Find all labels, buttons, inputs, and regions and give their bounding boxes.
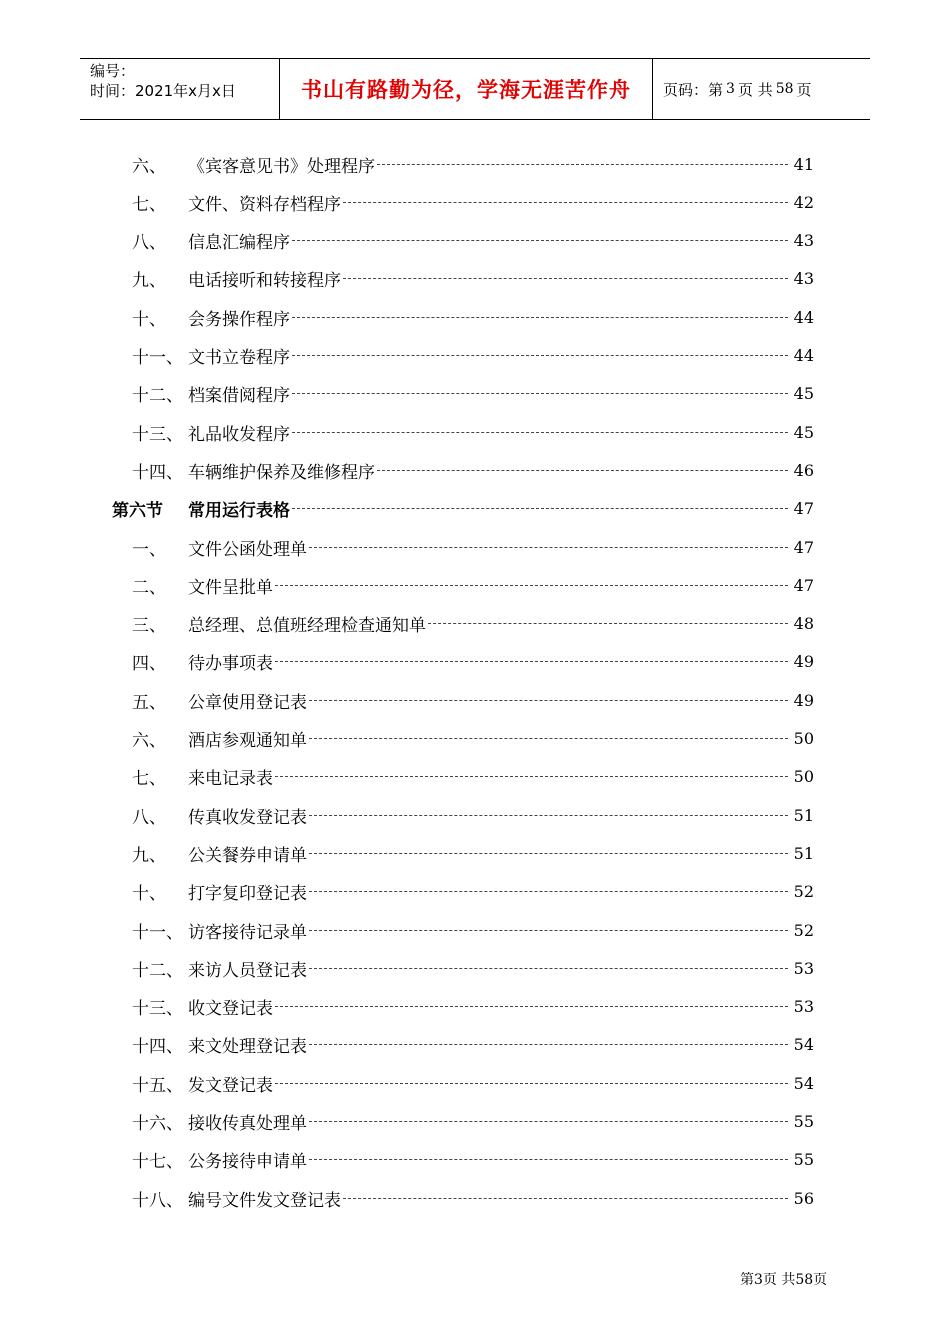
toc-entry[interactable]: [0, 681, 950, 719]
toc-entry-number: 八、: [132, 807, 166, 828]
header-slogan: 书山有路勤为径，学海无涯苦作舟: [280, 59, 653, 119]
toc-entry-page: 45: [793, 384, 814, 404]
toc-entry-page: 42: [793, 192, 814, 212]
toc-entry[interactable]: [0, 911, 950, 949]
toc-entry-title: 传真收发登记表: [188, 807, 307, 828]
toc-entry-page: 54: [793, 1073, 814, 1093]
toc-entry-page: 50: [793, 729, 814, 748]
toc-entry-page: 49: [793, 690, 814, 710]
toc-entry[interactable]: [0, 222, 950, 260]
toc-entry-title: 酒店参观通知单: [188, 731, 307, 751]
toc-leader-dashes: [377, 451, 788, 489]
page-label-prefix: 页码：第: [663, 80, 724, 99]
toc-leader-dashes: [309, 834, 788, 872]
toc-entry-title: 会务操作程序: [188, 309, 290, 330]
toc-leader-dashes: [309, 1141, 788, 1179]
toc-entry[interactable]: [0, 1026, 950, 1064]
toc-entry-number: 十五、: [132, 1075, 183, 1096]
toc-entry-title: 接收传真处理单: [188, 1114, 307, 1134]
toc-entry[interactable]: [0, 528, 950, 566]
toc-entry-title: 文书立卷程序: [188, 348, 290, 368]
toc-leader-dashes: [309, 1103, 788, 1141]
toc-leader-dashes: [309, 911, 788, 949]
toc-entry[interactable]: [0, 758, 950, 796]
toc-leader-dashes: [292, 413, 788, 451]
header-meta: [80, 59, 280, 119]
toc-entry-title: 编号文件发文登记表: [188, 1190, 341, 1211]
toc-leader-dashes: [275, 1064, 788, 1102]
toc-entry-page: 43: [793, 231, 814, 251]
toc-entry-number: 十八、: [132, 1190, 183, 1211]
toc-entry-number: 十、: [132, 309, 166, 330]
toc-entry-page: 47: [793, 537, 814, 557]
toc-entry-title: 来电记录表: [188, 769, 273, 790]
toc-entry-number: 六、: [132, 731, 166, 751]
toc-entry-page: 44: [793, 346, 814, 365]
toc-entry-number: 三、: [132, 616, 166, 637]
toc-entry[interactable]: [0, 643, 950, 681]
toc-entry-number: 十四、: [132, 462, 183, 483]
toc-entry-title: 文件呈批单: [188, 577, 273, 598]
toc-entry-number: 九、: [132, 845, 166, 866]
toc-entry[interactable]: [0, 949, 950, 987]
toc-entry[interactable]: [0, 145, 950, 183]
toc-entry-number: 六、: [132, 156, 166, 177]
toc-entry-page: 46: [793, 460, 814, 480]
toc-entry-page: 41: [793, 154, 814, 174]
page-label-suffix: 页: [796, 80, 812, 99]
toc-entry-page: 48: [793, 614, 814, 634]
toc-entry-page: 55: [793, 1112, 814, 1131]
toc-leader-dashes: [292, 222, 788, 260]
toc-entry-title: 访客接待记录单: [188, 922, 307, 943]
toc-entry-page: 51: [793, 843, 814, 863]
toc-entry-number: 五、: [132, 692, 166, 713]
toc-leader-dashes: [292, 375, 788, 413]
toc-entry-page: 53: [793, 958, 814, 978]
toc-entry-title: 来文处理登记表: [188, 1037, 307, 1058]
toc-entry[interactable]: [0, 413, 950, 451]
toc-entry[interactable]: [0, 720, 950, 758]
toc-entry-title: 收文登记表: [188, 999, 273, 1020]
page-current: 3: [726, 81, 735, 97]
toc-entry-number: 八、: [132, 233, 166, 254]
toc-entry-number: 十三、: [132, 424, 183, 445]
toc-entry-title: 信息汇编程序: [188, 233, 290, 254]
toc-entry[interactable]: [0, 1064, 950, 1102]
toc-entry-title: 电话接听和转接程序: [188, 271, 341, 292]
toc-entry[interactable]: [0, 260, 950, 298]
toc-leader-dashes: [309, 528, 788, 566]
page-total: 58: [775, 81, 794, 97]
toc-entry-number: 十一、: [132, 348, 183, 368]
toc-entry-page: 47: [793, 499, 814, 519]
toc-entry-page: 49: [793, 652, 814, 672]
toc-entry-page: 44: [793, 307, 814, 327]
toc-leader-dashes: [275, 988, 788, 1026]
toc-entry[interactable]: [0, 298, 950, 336]
toc-entry-title: 常用运行表格: [188, 501, 290, 522]
toc-entry-title: 公章使用登记表: [188, 692, 307, 713]
toc-entry-page: 56: [793, 1188, 814, 1208]
toc-entry-number: 十六、: [132, 1114, 183, 1134]
toc-entry-number: 七、: [132, 194, 166, 215]
toc-leader-dashes: [292, 490, 788, 528]
toc-leader-dashes: [377, 145, 788, 183]
toc-entry-number: 十二、: [132, 386, 183, 407]
toc-entry[interactable]: [0, 834, 950, 872]
toc-leader-dashes: [309, 873, 788, 911]
toc-entry-title: 待办事项表: [188, 654, 273, 675]
toc-entry-page: 54: [793, 1035, 814, 1055]
toc-leader-dashes: [309, 681, 788, 719]
toc-entry-number: 一、: [132, 539, 166, 560]
toc-entry-number: 九、: [132, 271, 166, 292]
toc-entry-number: 二、: [132, 577, 166, 598]
toc-entry[interactable]: [0, 566, 950, 604]
toc-entry[interactable]: [0, 1179, 950, 1217]
toc-entry-page: 55: [793, 1150, 814, 1170]
toc-entry-number: 十二、: [132, 960, 183, 981]
toc-leader-dashes: [343, 260, 788, 298]
page-header: [80, 58, 870, 120]
toc-entry[interactable]: [0, 796, 950, 834]
toc-entry-title: 车辆维护保养及维修程序: [188, 462, 375, 483]
doc-number-label: 编号：: [90, 62, 136, 80]
toc-entry-title: 来访人员登记表: [188, 960, 307, 981]
toc-leader-dashes: [275, 758, 788, 796]
toc-entry-title: 公关餐券申请单: [188, 845, 307, 866]
toc-entry[interactable]: [0, 988, 950, 1026]
toc-entry-title: 公务接待申请单: [188, 1152, 307, 1173]
toc-entry-number: 十三、: [132, 999, 183, 1020]
toc-entry[interactable]: [0, 1103, 950, 1141]
toc-leader-dashes: [428, 605, 788, 643]
toc-entry-page: 47: [793, 575, 814, 595]
toc-leader-dashes: [309, 949, 788, 987]
toc-entry-title: 《宾客意见书》处理程序: [188, 156, 375, 177]
toc-leader-dashes: [343, 1179, 788, 1217]
toc-entry-page: 52: [793, 920, 814, 940]
toc-leader-dashes: [292, 337, 788, 375]
toc-entry-title: 总经理、总值班经理检查通知单: [188, 616, 426, 637]
toc-section-entry[interactable]: [0, 490, 950, 528]
toc-leader-dashes: [309, 720, 788, 758]
toc-entry-number: 四、: [132, 654, 166, 675]
toc-entry-title: 文件、资料存档程序: [188, 194, 341, 215]
toc-entry-number: 十四、: [132, 1037, 183, 1058]
toc-entry-number: 十一、: [132, 922, 183, 943]
toc-entry-page: 51: [793, 805, 814, 825]
toc-entry[interactable]: [0, 451, 950, 489]
toc-leader-dashes: [343, 183, 788, 221]
page-footer: 第3页 共58页: [740, 1272, 828, 1288]
toc-entry-title: 打字复印登记表: [188, 884, 307, 905]
toc-leader-dashes: [292, 298, 788, 336]
time-label: 时间：2021年x月x日: [90, 82, 236, 100]
toc-leader-dashes: [309, 796, 788, 834]
toc-leader-dashes: [275, 643, 788, 681]
toc-leader-dashes: [275, 566, 788, 604]
toc-entry-page: 52: [793, 882, 814, 902]
page-label-mid: 页 共: [737, 80, 773, 99]
toc-entry[interactable]: [0, 605, 950, 643]
toc-entry-title: 文件公函处理单: [188, 539, 307, 560]
toc-leader-dashes: [309, 1026, 788, 1064]
toc-entry-title: 发文登记表: [188, 1075, 273, 1096]
toc-entry-number: 十、: [132, 884, 166, 905]
toc-entry[interactable]: [0, 873, 950, 911]
toc-entry-title: 礼品收发程序: [188, 424, 290, 445]
header-page-info: [653, 59, 870, 119]
toc-entry-page: 53: [793, 997, 814, 1017]
toc-entry[interactable]: [0, 337, 950, 375]
toc-entry-number: 第六节: [112, 501, 163, 522]
toc-entry-number: 十七、: [132, 1152, 183, 1173]
toc-entry-page: 43: [793, 269, 814, 289]
toc-entry[interactable]: [0, 1141, 950, 1179]
toc-entry-page: 50: [793, 767, 814, 787]
toc-entry[interactable]: [0, 183, 950, 221]
toc-entry[interactable]: [0, 375, 950, 413]
toc-entry-number: 七、: [132, 769, 166, 790]
toc-entry-page: 45: [793, 422, 814, 442]
toc-entry-title: 档案借阅程序: [188, 386, 290, 407]
